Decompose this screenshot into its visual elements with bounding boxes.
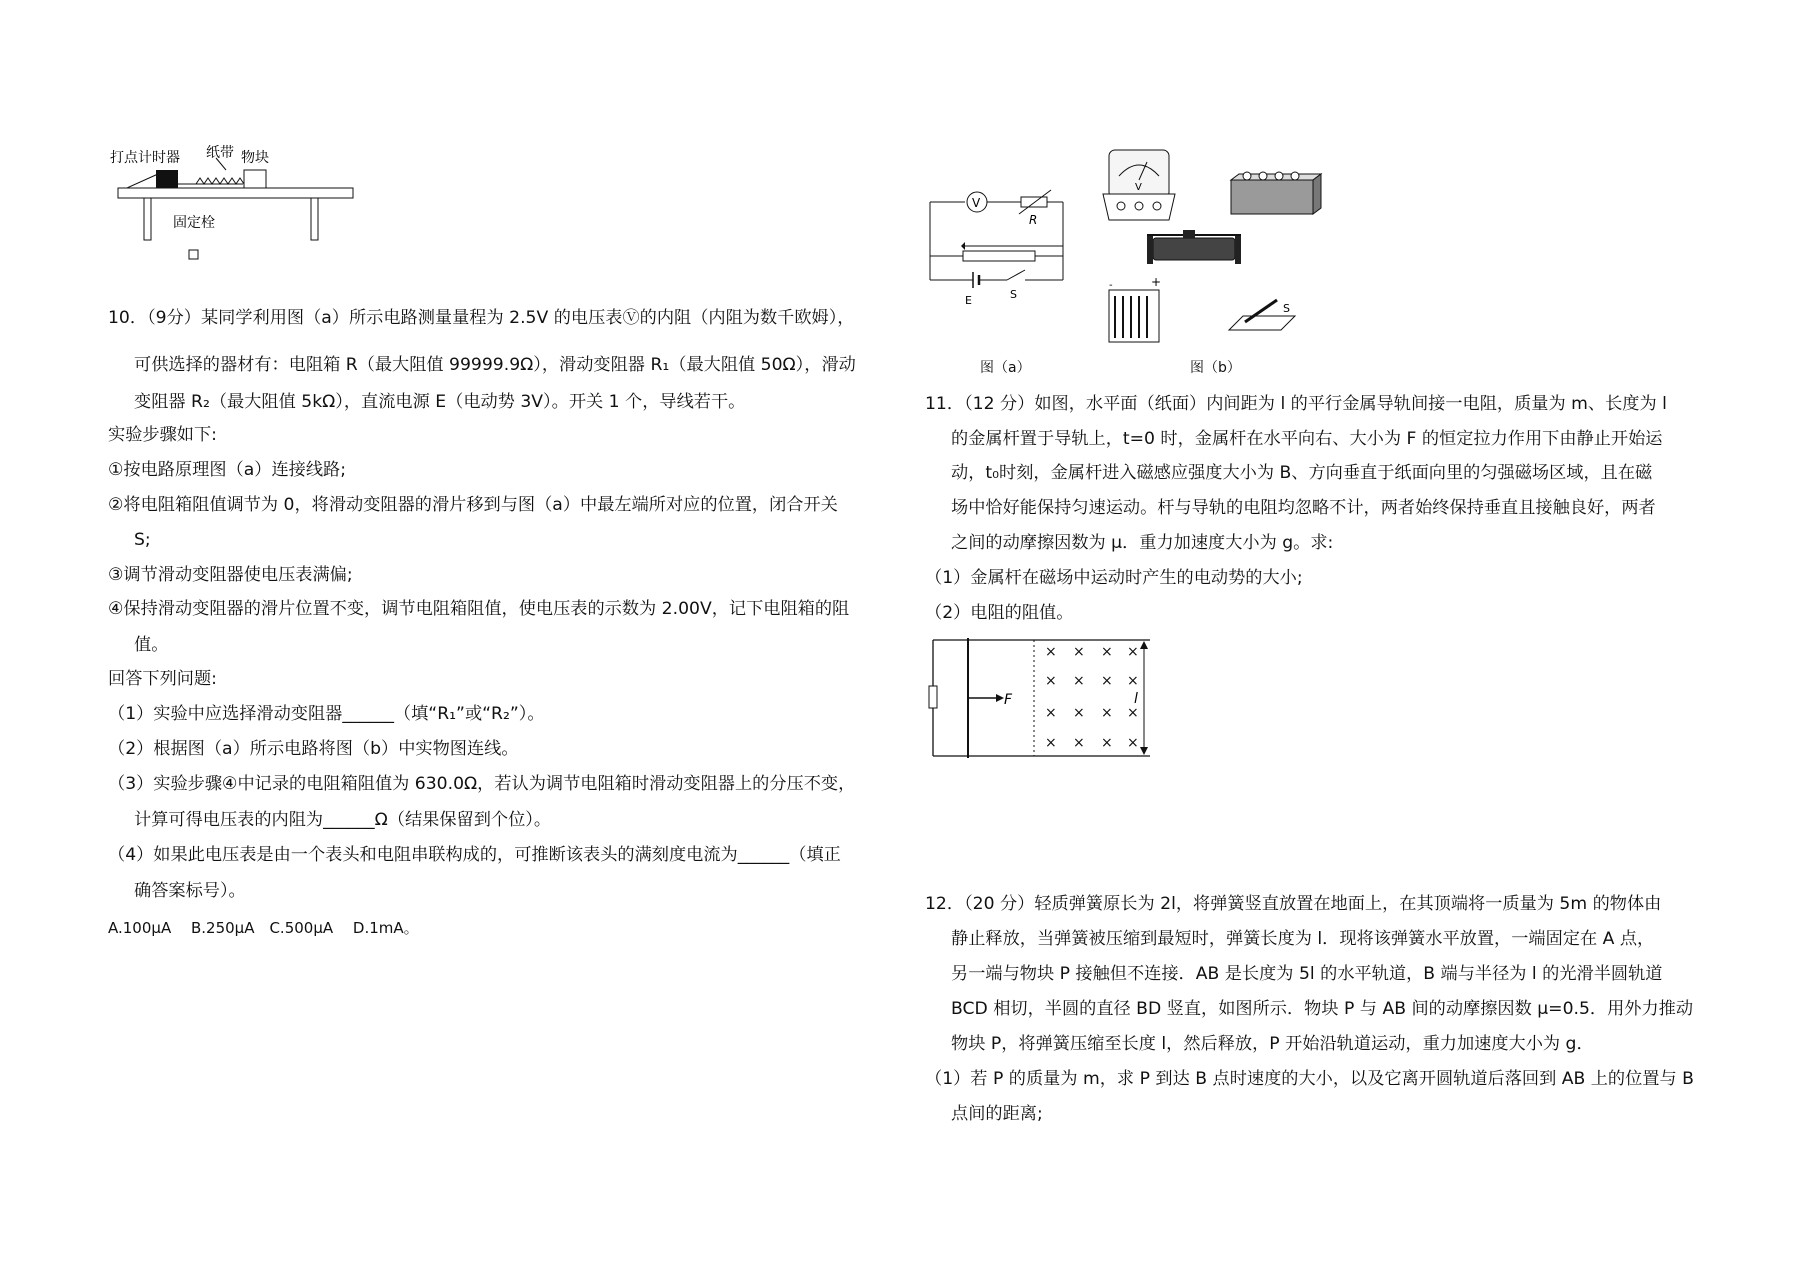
step-4b: 值。: [134, 635, 169, 655]
q12-line2: 静止释放，当弹簧被压缩到最短时，弹簧长度为 l．现将该弹簧水平放置，一端固定在 A 点，: [951, 929, 1655, 949]
figure-a-label: 图（a）: [980, 360, 1031, 376]
circuit-diagram-a: [925, 180, 1075, 315]
resistance-box-symbol: [1021, 197, 1047, 207]
q12-line3: 另一端与物块 P 接触但不连接．AB 是长度为 5l 的水平轨道，B 端与半径为 l 的光滑半圆轨道: [951, 964, 1663, 984]
answer-4a: （4）如果此电压表是由一个表头和电阻串联构成的，可推断该表头的满刻度电流为______（填正: [108, 845, 841, 865]
answer-3b: 计算可得电压表的内阻为______Ω（结果保留到个位）。: [134, 810, 552, 830]
step-2b: S;: [134, 530, 151, 550]
rails-field-figure: [928, 632, 1168, 764]
voltmeter-device-v: V: [1135, 182, 1142, 193]
svg-text:×: ×: [1101, 735, 1113, 751]
switch-device-s: S: [1283, 302, 1290, 315]
svg-text:×: ×: [1073, 644, 1085, 660]
svg-text:×: ×: [1127, 735, 1139, 751]
svg-text:×: ×: [1101, 673, 1113, 689]
field-crosses: [1045, 644, 1139, 751]
sym-v: V: [972, 196, 981, 210]
block: [244, 170, 266, 188]
svg-text:×: ×: [1127, 644, 1139, 660]
q11-line1: 11．（12 分）如图，水平面（纸面）内间距为 l 的平行金属导轨间接一电阻，质量为 m、长度为 l: [925, 394, 1667, 414]
svg-text:+: +: [1151, 275, 1162, 289]
figure-b-label: 图（b）: [1190, 360, 1241, 376]
step-1: ①按电路原理图（a）连接线路;: [108, 460, 346, 480]
resistance-box-device: [1231, 172, 1321, 214]
sym-r: R: [1029, 213, 1038, 227]
answer-1: （1）实验中应选择滑动变阻器______（填“R₁”或“R₂”）。: [108, 704, 545, 724]
label-block: 物块: [241, 150, 269, 166]
svg-text:×: ×: [1127, 673, 1139, 689]
answer-title: 回答下列问题:: [108, 669, 217, 689]
q11-line3: 动，t₀时刻，金属杆进入磁感应强度大小为 B、方向垂直于纸面向里的匀强磁场区域，且在磁: [951, 463, 1653, 483]
spacing-label: l: [1134, 691, 1138, 707]
svg-text:-: -: [1109, 280, 1113, 291]
svg-text:×: ×: [1127, 705, 1139, 721]
label-peg: 固定栓: [173, 215, 215, 231]
q10-line2: 可供选择的器材有：电阻箱 R（最大阻值 99999.9Ω），滑动变阻器 R₁（最大阻值 50Ω），滑动: [134, 355, 856, 375]
rheostat-device: [1147, 230, 1241, 264]
rheostat-symbol: [963, 251, 1035, 261]
table-top: [118, 188, 353, 198]
q11-part2: （2）电阻的阻值。: [925, 603, 1074, 623]
svg-text:×: ×: [1045, 673, 1057, 689]
timer-apparatus-figure: [108, 140, 368, 270]
q12-line1: 12．（20 分）轻质弹簧原长为 2l，将弹簧竖直放置在地面上，在其顶端将一质量为 5m 的物体由: [925, 894, 1662, 914]
q12-line4: BCD 相切，半圆的直径 BD 竖直，如图所示．物块 P 与 AB 间的动摩擦因数 μ=0.5．用外力推动: [951, 999, 1694, 1019]
svg-text:×: ×: [1101, 644, 1113, 660]
battery-device: [1109, 275, 1161, 342]
q11-part1: （1）金属杆在磁场中运动时产生的电动势的大小;: [925, 568, 1303, 588]
step-3: ③调节滑动变阻器使电压表满偏;: [108, 565, 353, 585]
steps-title: 实验步骤如下:: [108, 425, 217, 445]
resistor: [929, 686, 937, 708]
q11-line4: 场中恰好能保持匀速运动。杆与导轨的电阻均忽略不计，两者始终保持垂直且接触良好，两者: [951, 498, 1656, 518]
answer-options: A.100μA B.250μA C.500μA D.1mA。: [108, 919, 419, 937]
svg-text:×: ×: [1073, 673, 1085, 689]
switch-device: [1229, 300, 1295, 330]
q10-line3: 变阻器 R₂（最大阻值 5kΩ），直流电源 E（电动势 3V）。开关 1 个，导线若干。: [134, 392, 746, 412]
answer-3a: （3）实验步骤④中记录的电阻箱阻值为 630.0Ω，若认为调节电阻箱时滑动变阻器上的分压不变，: [108, 774, 856, 794]
svg-text:×: ×: [1045, 705, 1057, 721]
q12-part1a: （1）若 P 的质量为 m，求 P 到达 B 点时速度的大小，以及它离开圆轨道后落回到 AB 上的位置与 B: [925, 1069, 1694, 1089]
apparatus-figure-b: [1095, 140, 1345, 355]
step-2a: ②将电阻箱阻值调节为 0，将滑动变阻器的滑片移到与图（a）中最左端所对应的位置，闭合开关: [108, 495, 838, 515]
label-timer: 打点计时器: [110, 150, 180, 166]
timer-block: [156, 170, 178, 188]
svg-text:×: ×: [1045, 735, 1057, 751]
sym-e: E: [965, 294, 972, 307]
voltmeter-device: [1103, 150, 1175, 220]
q12-part1b: 点间的距离;: [951, 1104, 1043, 1124]
sym-s: S: [1010, 288, 1017, 301]
step-4a: ④保持滑动变阻器的滑片位置不变，调节电阻箱阻值，使电压表的示数为 2.00V，记下电阻箱的阻: [108, 599, 850, 619]
svg-text:×: ×: [1073, 735, 1085, 751]
svg-text:×: ×: [1101, 705, 1113, 721]
answer-4b: 确答案标号）。: [134, 881, 246, 901]
label-tape: 纸带: [206, 145, 234, 161]
answer-2: （2）根据图（a）所示电路将图（b）中实物图连线。: [108, 739, 519, 759]
svg-text:×: ×: [1073, 705, 1085, 721]
svg-text:×: ×: [1045, 644, 1057, 660]
q10-line1: 10．（9分）某同学利用图（a）所示电路测量量程为 2.5V 的电压表Ⓥ的内阻（内阻为数千欧姆），: [108, 308, 855, 328]
q11-line5: 之间的动摩擦因数为 μ．重力加速度大小为 g。求:: [951, 533, 1334, 553]
force-label: F: [1004, 692, 1013, 708]
q11-line2: 的金属杆置于导轨上，t=0 时，金属杆在水平向右、大小为 F 的恒定拉力作用下由静止开始运: [951, 429, 1663, 449]
q12-line5: 物块 P，将弹簧压缩至长度 l，然后释放，P 开始沿轨道运动，重力加速度大小为 g．: [951, 1034, 1594, 1054]
